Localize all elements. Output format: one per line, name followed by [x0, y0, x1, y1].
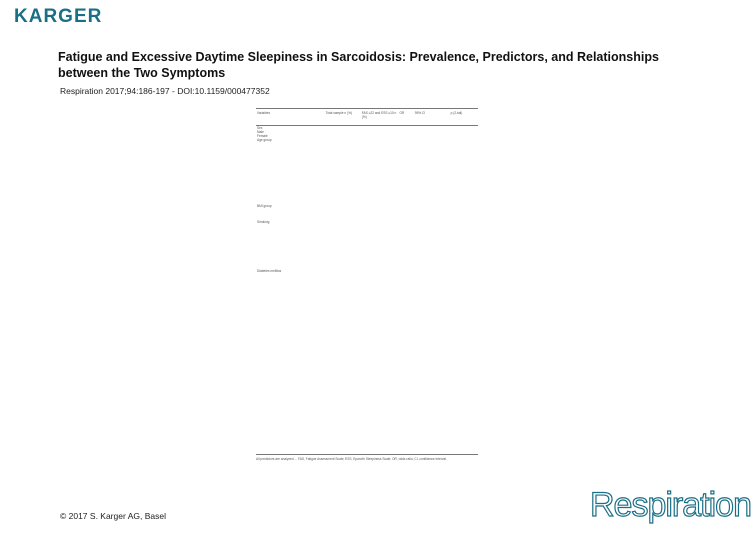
- column-header: p (2-tail): [450, 109, 478, 126]
- table-footnote: All predictors are analyzed ... FAS, Fatigue Assessment Scale; ESS, Epworth Sleepiness Scale; OR, odds ratio; CI, confidence interval.: [256, 456, 447, 461]
- table-row: [256, 449, 478, 454]
- citation: Respiration 2017;94:186-197 - DOI:10.1159/000477352: [60, 86, 270, 96]
- copyright: © 2017 S. Karger AG, Basel: [60, 511, 166, 521]
- journal-logo: Respiration: [590, 486, 751, 524]
- column-header: OR: [398, 109, 413, 126]
- table-header-row: [256, 109, 478, 126]
- table-cell: [256, 449, 325, 454]
- table-cell: [325, 449, 361, 454]
- column-header: FAS ≥22 and ESS ≥10 n (%): [361, 109, 399, 126]
- table-body: [256, 126, 478, 455]
- table-cell: Smoking: [257, 220, 270, 225]
- table-cell: BMI group: [257, 203, 272, 208]
- table-cell: Diabetes mellitus: [257, 269, 282, 274]
- table-cell: Age group: [257, 138, 272, 143]
- column-header: Variables: [256, 109, 325, 126]
- data-table-container: [256, 108, 478, 478]
- column-header: Total sample n (%): [325, 109, 361, 126]
- table-cell: [450, 449, 478, 454]
- table-cell: [414, 449, 450, 454]
- column-header: 95% CI: [414, 109, 450, 126]
- table-cell: Male: [257, 130, 264, 135]
- table-cell: [361, 449, 399, 454]
- publisher-logo: KARGER: [14, 6, 103, 27]
- table-cell: Female: [257, 134, 268, 139]
- table-cell: Sex: [257, 126, 263, 130]
- data-table: [256, 108, 478, 455]
- slide-title: Fatigue and Excessive Daytime Sleepiness in Sarcoidosis: Prevalence, Predictors, and Relationships between the Two Symptoms: [58, 50, 659, 80]
- table-cell: [398, 449, 413, 454]
